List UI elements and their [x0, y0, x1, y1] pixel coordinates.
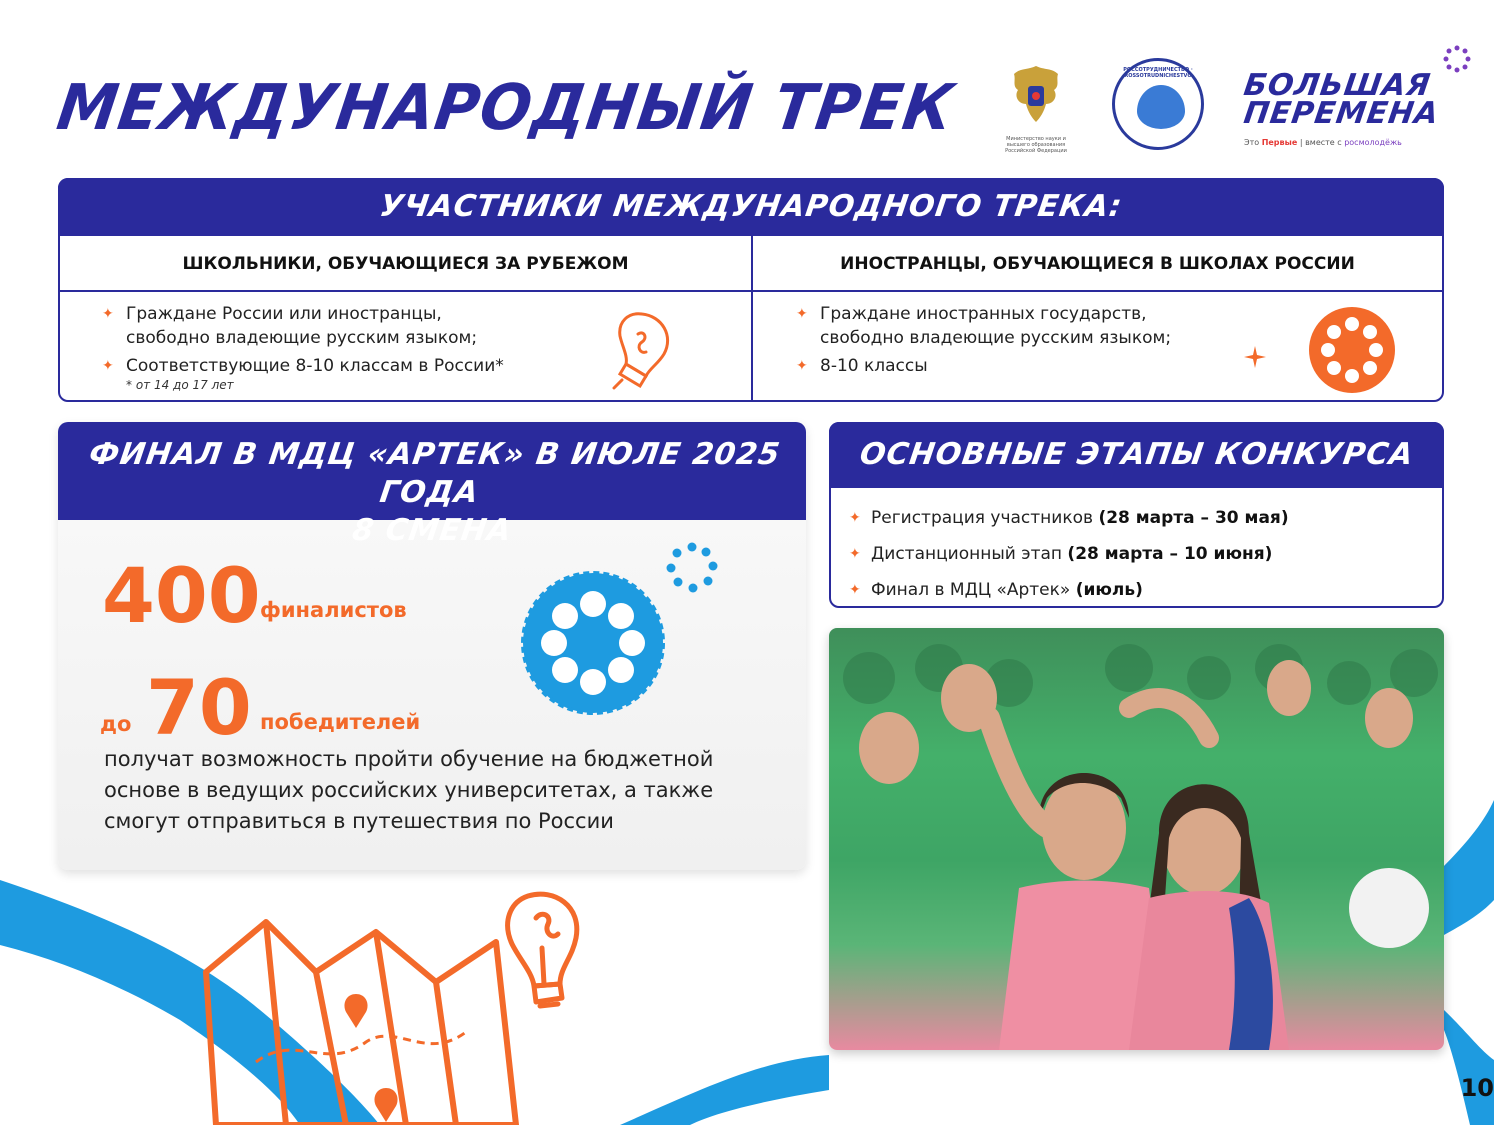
age-footnote: * от 14 до 17 лет [126, 378, 234, 392]
bp-sub-separator: | [1299, 138, 1303, 147]
stages-list [849, 500, 1289, 608]
participants-heading [58, 178, 1444, 236]
page-number: 10 [1460, 1074, 1494, 1102]
map-doodle-icon [196, 912, 526, 1125]
bolshaya-peremena-logo [1241, 68, 1444, 147]
bp-logo-line1: БОЛЬШАЯ [1241, 68, 1434, 103]
right-bullet-2: ✦ 8-10 классы [796, 354, 1216, 378]
left-column-heading: ШКОЛЬНИКИ, ОБУЧАЮЩИЕСЯ ЗА РУБЕЖОМ [60, 236, 751, 292]
final-heading-line1: ФИНАЛ В МДЦ «АРТЕК» В ИЮЛЕ 2025 ГОДА [86, 437, 783, 510]
ministry-logo [998, 60, 1074, 156]
sparkle-icon [1244, 346, 1266, 368]
stage-item [849, 500, 1289, 536]
left-bullets [102, 302, 522, 392]
bp-sub-prefix: Это [1244, 138, 1260, 147]
page-title: МЕЖДУНАРОДНЫЙ ТРЕК [52, 71, 959, 145]
stage-dates: (июль) [1075, 580, 1143, 600]
left-bullet-2: ✦ Соответствующие 8-10 классам в России* [102, 354, 522, 378]
final-panel [58, 422, 806, 870]
finalists-label: финалистов [260, 598, 407, 622]
stage-item [849, 536, 1289, 572]
participants-photo [829, 628, 1444, 1050]
photo-illustration [829, 628, 1444, 1050]
stage-dates: (28 марта – 10 июня) [1067, 544, 1273, 564]
bp-sub-partner: росмолодёжь [1344, 138, 1402, 147]
stage-label: Регистрация участников [871, 508, 1094, 528]
final-description: получат возможность пройти обучение на бюджетной основе в ведущих российских университетах, а также смогут отправиться в путешествия по России [104, 747, 714, 833]
bp-logo-subline [1244, 138, 1444, 147]
dots-ring-icon [1442, 44, 1472, 74]
final-heading [58, 422, 806, 548]
orange-dots-circle-icon [1308, 306, 1396, 394]
stages-heading [829, 422, 1444, 488]
blue-gear-circle-icon [520, 570, 666, 716]
stages-panel [829, 422, 1444, 608]
dove-icon [1137, 85, 1185, 129]
rossotrudnichestvo-logo-text: РОССОТРУДНИЧЕСТВО · ROSSOTRUDNICHESTVO [1123, 67, 1193, 79]
left-bullet-1: ✦ Граждане России или иностранцы, свободно владеющие русским языком; [102, 302, 522, 350]
ministry-logo-text: Министерство науки и высшего образования Российской Федерации [1005, 136, 1067, 154]
stage-label: Финал в МДЦ «Артек» [871, 580, 1071, 600]
winners-number: 70 [146, 663, 252, 752]
participants-heading-text: УЧАСТНИКИ МЕЖДУНАРОДНОГО ТРЕКА: [377, 189, 1125, 224]
column-divider [751, 236, 753, 400]
rossotrudnichestvo-logo [1112, 58, 1204, 150]
participants-panel [58, 178, 1444, 402]
eagle-emblem-icon [998, 60, 1074, 134]
blue-dots-ring-icon [666, 542, 718, 594]
right-bullet-1: ✦ Граждане иностранных государств, свободно владеющие русским языком; [796, 302, 1216, 350]
winners-label: победителей [260, 710, 421, 734]
right-bullets [796, 302, 1216, 378]
winners-prefix: до [100, 712, 132, 736]
stages-heading-text: ОСНОВНЫЕ ЭТАПЫ КОНКУРСА [857, 437, 1416, 472]
bp-sub-with: вместе с [1305, 138, 1342, 147]
finalists-number: 400 [102, 551, 261, 640]
lightbulb-doodle-icon [498, 888, 594, 1020]
stage-item [849, 572, 1289, 608]
bp-sub-brand: Первые [1261, 138, 1298, 147]
lightbulb-icon [592, 306, 682, 396]
final-heading-line2: 8 СМЕНА [350, 513, 515, 548]
stage-dates: (28 марта – 30 мая) [1098, 508, 1289, 528]
right-column-heading: ИНОСТРАНЦЫ, ОБУЧАЮЩИЕСЯ В ШКОЛАХ РОССИИ [753, 236, 1442, 292]
stage-label: Дистанционный этап [871, 544, 1063, 564]
bp-logo-line2: ПЕРЕМЕНА [1241, 96, 1442, 131]
